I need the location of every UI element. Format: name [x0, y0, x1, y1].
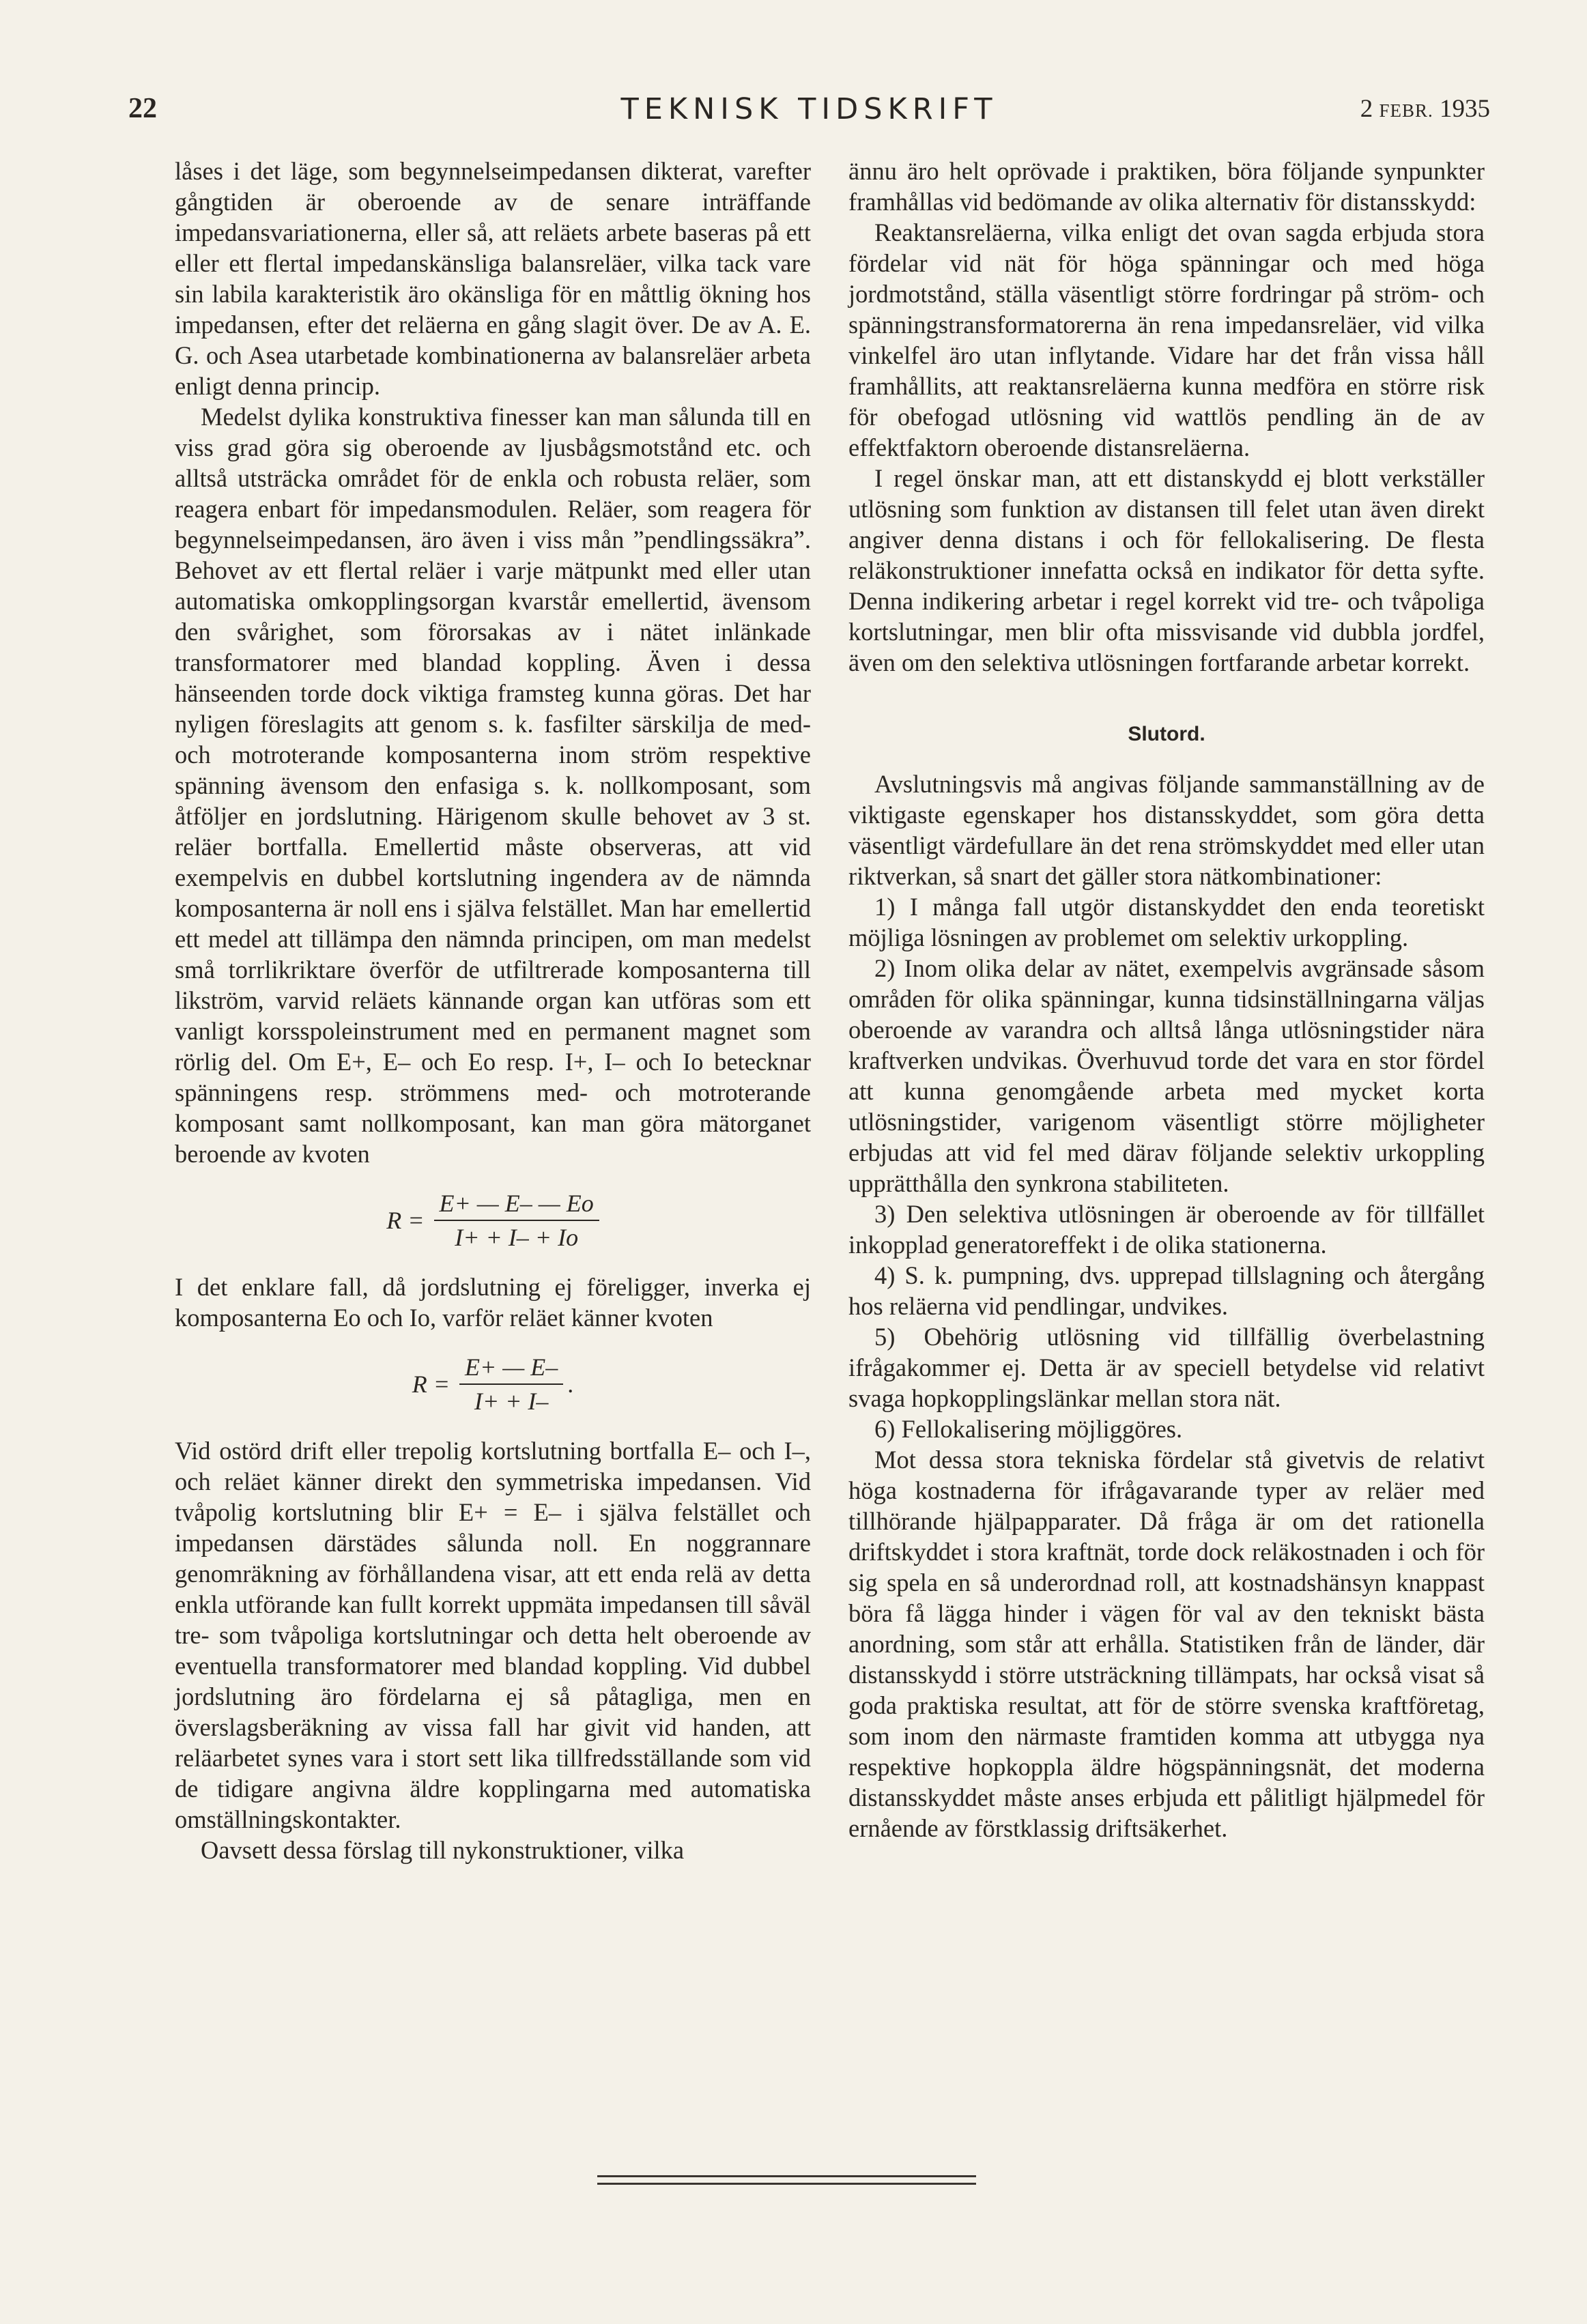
- end-rule-bottom: [597, 2183, 976, 2185]
- end-rule-top: [597, 2175, 976, 2177]
- journal-title: TEKNISK TIDSKRIFT: [620, 92, 998, 126]
- formula-2-period: .: [567, 1370, 574, 1398]
- list-item-4: 4) S. k. pumpning, dvs. upprepad tillslagning och återgång hos reläerna vid pendlingar, undvikes.: [848, 1261, 1485, 1320]
- right-paragraph-2: Reaktansreläerna, vilka enligt det ovan sagda erbjuda stora fördelar vid nät för höga spänningar och med höga jordmotstånd, ställa väsentligt större fordringar på ström- och spänningstransformatorerna än rena impedansreläer, vid vilka vinkelfel äro utan inflytande. Vidare har det från vissa håll framhållits, att reaktansreläerna kunna medföra en större risk för obefogad utlösning vid wattlös pendling än de av effektfaktorn oberoende distansreläerna.: [848, 218, 1485, 461]
- formula-1-fraction: [434, 1188, 599, 1252]
- formula-1-lhs: R =: [386, 1206, 425, 1234]
- formula-2-fraction: [459, 1352, 563, 1416]
- list-item-5: 5) Obehörig utlösning vid tillfällig överbelastning ifrågakommer ej. Detta är av speciell betydelse vid relativt svaga hopkopplingslänkar mellan stora nät.: [848, 1323, 1485, 1412]
- page-header: [128, 89, 1490, 137]
- right-paragraph-5: Mot dessa stora tekniska fördelar stå givetvis de relativt höga kostnaderna för ifrågavarande typer av reläer med tillhörande hjälpapparater. Då fråga är om det rationella driftskyddet i stora kraftnät, torde dock reläkostnaden i och för sig spela en så underordnad roll, att kostnadshänsyn knappast böra få lägga hinder i vägen för val av den tekniskt bästa anordning, som står att erhålla. Statistiken från de länder, där distansskydd i större utsträckning tillämpats, har också visat så goda praktiska resultat, att för de större svenska kraftföretag, som inom den närmaste framtiden komma att utbygga nya respektive hopkoppla äldre högspänningsnät, det moderna distansskyddet måste anses erbjuda ett pålitligt hjälpmedel för ernående av förstklassig driftsäkerhet.: [848, 1446, 1485, 1842]
- issue-date: [1360, 94, 1490, 124]
- page-number: 22: [128, 93, 157, 124]
- left-paragraph-5: Oavsett dessa förslag till nykonstruktioner, vilka: [201, 1836, 685, 1864]
- left-paragraph-4: Vid ostörd drift eller trepolig kortslutning bortfalla E– och I–, och reläet känner direkt den symmetriska impedansen. Vid tvåpolig kortslutning blir E+ = E– i själva felstället och impedansen därstädes sålunda noll. En noggrannare genomräkning av förhållandena visar, att ett enda relä av detta enkla utförande kan fullt korrekt uppmäta impedansen till såväl tre- som tvåpoliga kortslutningar och detta helt oberoende av eventuella transformatorer med blandad koppling. Vid dubbel jordslutning äro fördelarna ej så påtagliga, men en överslagsberäkning av vissa fall har givit vid handen, att reläarbetet synes vara i stort sett lika tillfredsställande som vid de tidigare angivna äldre kopplingarna med automatiska omställningskontakter.: [175, 1437, 811, 1833]
- left-column: [175, 156, 811, 1865]
- left-paragraph-2: Medelst dylika konstruktiva finesser kan man sålunda till en viss grad göra sig oberoende av ljusbågsmotstånd etc. och alltså utsträcka området för de enkla och robusta reläer, som reagera enbart för impedansmodulen. Reläer, som reagera för begynnelseimpedansen, äro även i viss mån ”pendlingssäkra”. Behovet av ett flertal reläer i varje mätpunkt med eller utan automatiska omkopplingsorgan kvarstår emellertid, ävensom den svårighet, som förorsakas av i nätet inlänkade transformatorer med blandad koppling. Även i dessa hänseenden torde dock viktiga framsteg kunna göras. Det har nyligen föreslagits att genom s. k. fasfilter särskilja de med- och motroterande komposanterna inom ström respektive spänning ävensom den enfasiga s. k. nollkomposant, som åtföljer en jordslutning. Härigenom skulle behovet av 3 st. reläer bortfalla. Emellertid måste observeras, att vid exempelvis en dubbel kortslutning ingendera av de nämnda komposanterna är noll ens i själva felstället. Man har emellertid ett medel att tillämpa den nämnda principen, om man medelst små torrlikriktare överför de utfiltrerade komposanterna till likström, varvid reläets kännande organ kan utföras som ett vanligt korsspoleinstrument med en permanent magnet som rörlig del. Om E+, E– och Eo resp. I+, I– och Io betecknar spänningens resp. strömmens med- och motroterande komposant samt nollkomposant, kan man göra mätorganet beroende av kvoten: [175, 403, 811, 1168]
- formula-2-denominator: I+ + I–: [474, 1388, 549, 1415]
- left-paragraph-3: I det enklare fall, då jordslutning ej föreligger, inverka ej komposanterna Eo och Io, varför reläet känner kvoten: [175, 1273, 811, 1332]
- right-paragraph-3: I regel önskar man, att ett distanskydd ej blott verkställer utlösning som funktion av distansen till felet utan även direkt angiver denna distans i och för fellokalisering. De flesta reläkonstruktioner innefatta också en indikator för detta syfte. Denna indikering arbetar i regel korrekt vid tre- och tvåpoliga kortslutningar, men blir ofta missvisande vid dubbla jordfel, även om den selektiva utlösningen fortfarande arbetar korrekt.: [848, 464, 1485, 676]
- formula-1-numerator: E+ — E– — Eo: [434, 1188, 599, 1221]
- date-day: 2: [1360, 95, 1373, 123]
- formula-1-denominator: I+ + I– + Io: [455, 1224, 579, 1251]
- formula-2-numerator: E+ — E–: [459, 1352, 563, 1385]
- formula-r-simple: [175, 1347, 811, 1422]
- formula-2-lhs: R =: [412, 1370, 450, 1398]
- list-item-6: 6) Fellokalisering möjliggöres.: [874, 1415, 1183, 1443]
- section-heading-slutord: Slutord.: [1128, 723, 1205, 745]
- list-item-3: 3) Den selektiva utlösningen är oberoende av för tillfället inkopplad generatoreffekt i de olika stationerna.: [848, 1200, 1485, 1259]
- date-year: 1935: [1440, 95, 1490, 123]
- right-paragraph-4: Avslutningsvis må angivas följande sammanställning av de viktigaste egenskaper hos distansskyddet, som göra detta väsentligt värdefullare än det rena strömskyddet med eller utan riktverkan, så snart det gäller stora nätkombinationer:: [848, 770, 1485, 890]
- right-column: [848, 156, 1485, 1844]
- formula-r-full: [175, 1183, 811, 1258]
- list-item-1: 1) I många fall utgör distanskyddet den enda teoretiskt möjliga lösningen av problemet om selektiv urkoppling.: [848, 893, 1485, 951]
- left-paragraph-1: låses i det läge, som begynnelseimpedansen dikterat, varefter gångtiden är oberoende av de senare inträffande impedansvariationerna, eller så, att reläets arbete baseras på ett eller ett flertal impedanskänsliga balansreläer, vilka tack vare sin labila karakteristik äro okänsliga för en måttlig ökning hos impedansen, efter det reläerna en gång slagit över. De av A. E. G. och Asea utarbetade kombinationerna av balansreläer arbeta enligt denna princip.: [175, 157, 811, 400]
- list-item-2: 2) Inom olika delar av nätet, exempelvis avgränsade såsom områden för olika spänningar, kunna tidsinställningarna väljas oberoende av varandra och alltså långa utlösningstider nära kraftverken undvikas. Överhuvud torde det vara en stor fördel att kunna genomgående arbeta med mycket korta utlösningstider, varigenom väsentligt större möjligheter erbjudas att vid fel med därav följande selektiv urkoppling upprätthålla den synkrona stabiliteten.: [848, 954, 1485, 1197]
- date-month: FEBR.: [1379, 100, 1433, 121]
- right-paragraph-1: ännu äro helt oprövade i praktiken, böra följande synpunkter framhållas vid bedömande av olika alternativ för distansskydd:: [848, 157, 1485, 216]
